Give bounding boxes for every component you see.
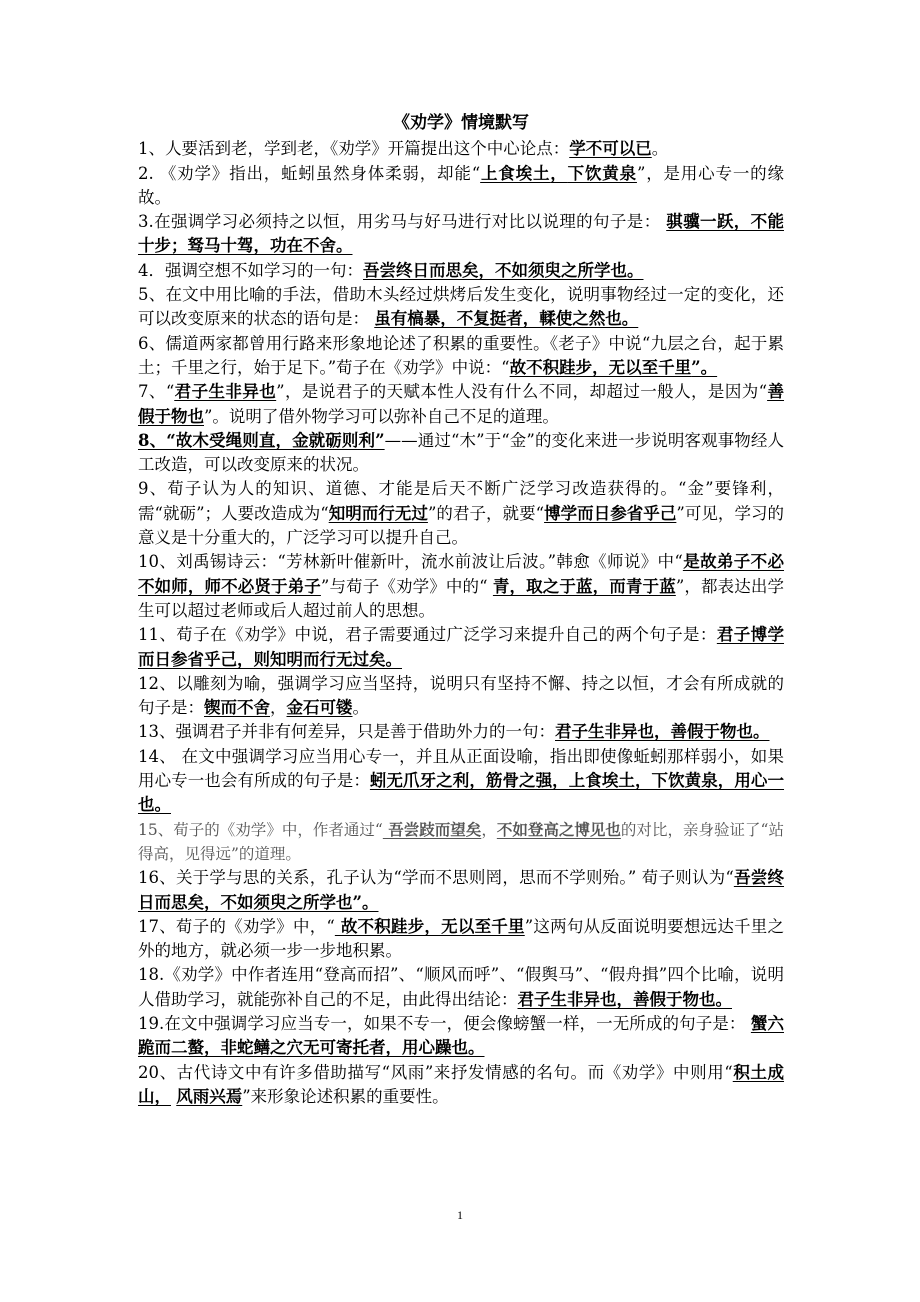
prompt-text: 的对比，亲身验证了“站得高，见得远”的道理。: [138, 820, 784, 863]
question-item: [138, 137, 784, 161]
prompt-text: ”来形象论述积累的重要性。: [242, 1086, 449, 1106]
question-item: [138, 259, 784, 283]
question-item: [138, 550, 784, 623]
answer-text: 吾尝终日而思矣，不如须臾之所学也: [138, 868, 785, 912]
prompt-text: 13、强调君子并非有何差异，只是善于借助外力的一句：: [138, 722, 555, 742]
answer-text: ”。: [352, 892, 379, 912]
question-item: [138, 429, 784, 478]
answer-text: 故不积跬步，无以至千里: [509, 357, 692, 377]
question-item: [138, 1012, 784, 1061]
question-item: [138, 915, 784, 964]
question-item: [138, 380, 784, 429]
answer-text: 不如登高之博见也: [496, 819, 621, 839]
answer-text: 君子生非异也: [174, 382, 277, 402]
question-item: [138, 477, 784, 550]
question-item: [138, 963, 784, 1012]
document-page: [138, 111, 784, 1109]
prompt-text: ”，是用心专一的缘故。: [138, 163, 784, 207]
prompt-text: 5、在文中用比喻的手法，借助木头经过烘烤后发生变化，说明事物经过一定的变化，还可以改变原来的状态的语句是：: [138, 285, 784, 329]
answer-text: 积土成山，: [138, 1062, 785, 1106]
question-item: [138, 1061, 784, 1110]
question-list: [138, 137, 784, 1109]
answer-text: 锲而不舍: [204, 698, 270, 718]
answer-text: 是故弟子不必不如师，师不必贤于弟子: [138, 552, 785, 596]
answer-text: 8、“故木受绳则直，金就砺则利”: [138, 430, 385, 450]
prompt-text: 3.在强调学习必须持之以恒，用劣马与好马进行对比以说理的句子是：: [138, 212, 667, 232]
question-item: [138, 210, 784, 259]
prompt-text: ——通过“木”于“金”的变化来进一步说明客观事物经人工改造，可以改变原来的状况。: [138, 430, 784, 475]
prompt-text: 10、刘禹锡诗云：“芳林新叶催新叶，流水前波让后波。”韩愈《师说》中“: [138, 552, 683, 572]
page-number: 1: [457, 1208, 463, 1222]
answer-text: 金石可镂: [286, 698, 353, 718]
answer-text: 君子博学而日参省乎己，则知明而行无过矣。: [138, 625, 785, 669]
answer-text: 吾尝跂而望矣: [382, 819, 482, 839]
prompt-text: 。: [651, 139, 669, 159]
prompt-text: 15、荀子的《劝学》中，作者通过“: [138, 820, 383, 839]
answer-text: 虽有槁暴，不复挺者，輮使之然也。: [374, 309, 639, 329]
prompt-text: 。: [352, 698, 369, 718]
answer-text: 学不可以已: [569, 139, 652, 159]
prompt-text: 1、人要活到老，学到老，《劝学》开篇提出这个中心论点：: [138, 139, 570, 159]
page-title: 《劝学》情境默写: [393, 113, 529, 133]
question-item: [138, 283, 784, 332]
prompt-text: 14、 在文中强调学习应当用心专一，并且从正面设喻，指出即使像蚯蚓那样弱小，如果用心专一也会有所成的句子是：: [138, 746, 784, 791]
prompt-text: 16、关于学与思的关系，孔子认为“学而不思则罔，思而不学则殆。” 荀子则认为“: [138, 868, 734, 888]
prompt-text: ”可见，学习的意义是十分重大的，广泛学习可以提升自己。: [138, 503, 785, 548]
prompt-text: ，: [481, 820, 497, 839]
prompt-text: 9、荀子认为人的知识、道德、才能是后天不断广泛学习改造获得的。“金”要锋利，需“就砺”；人要改造成为“: [138, 479, 784, 523]
answer-text: 故不积跬步，无以至千里: [334, 916, 525, 936]
question-item: [138, 745, 784, 818]
prompt-text: ，: [270, 698, 287, 718]
answer-text: ”。: [691, 357, 718, 377]
answer-text: 蟹六跪而二螯，非蛇鳝之穴无可寄托者，用心躁也。: [138, 1013, 784, 1058]
prompt-text: 20、古代诗文中有许多借助描写“风雨”来抒发情感的名句。而《劝学》中则用“: [138, 1062, 733, 1082]
prompt-text: 2. 《劝学》指出，蚯蚓虽然身体柔弱，却能“: [138, 163, 481, 183]
answer-text: 君子生非异也，善假于物也。: [517, 989, 732, 1009]
question-item: [138, 866, 784, 915]
answer-text: 上食埃土: [480, 163, 551, 183]
prompt-text: ”与荀子《劝学》中的“: [320, 576, 493, 596]
prompt-text: 11、荀子在《劝学》中说，君子需要通过广泛学习来提升自己的两个句子是：: [138, 625, 717, 645]
prompt-text: 18.《劝学》中作者连用“登高而招”、“顺风而呼”、“假舆马”、“假舟揖”四个比喻，说明人借助学习，就能弥补自己的不足，由此得出结论：: [138, 965, 784, 1009]
prompt-text: 4．强调空想不如学习的一句：: [138, 260, 363, 280]
answer-text: 蚓无爪牙之利，筋骨之强，上食埃土，下饮黄泉，用心一也。: [138, 771, 785, 815]
answer-text: 博学而日参省乎己: [544, 503, 677, 523]
answer-text: 下饮黄泉: [567, 163, 637, 183]
question-item: [138, 332, 784, 381]
answer-text: 吾尝终日而思矣，不如须臾之所学也。: [363, 260, 644, 280]
prompt-text: ”，都表达出学生可以超过老师或后人超过前人的思想。: [138, 576, 785, 620]
answer-text: 骐骥一跃，不能十步；驽马十驾，功在不舍。: [138, 212, 784, 256]
answer-text: 青，取之于蓝，而青于蓝: [492, 576, 676, 596]
answer-text: 风雨兴焉: [176, 1086, 243, 1106]
question-item: [138, 818, 784, 867]
prompt-text: 17、荀子的《劝学》中，“: [138, 916, 335, 936]
prompt-text: ”这两句从反面说明要想远达千里之外的地方，就必须一步一步地积累。: [138, 916, 784, 961]
prompt-text: ”。说明了借外物学习可以弥补自己不足的道理。: [204, 406, 559, 426]
prompt-text: 12、以雕刻为喻，强调学习应当坚持，说明只有坚持不懈、持之以恒，才会有所成就的句子是：: [138, 673, 784, 718]
answer-text: 知明而行无过: [328, 503, 428, 523]
prompt-text: 19.在文中强调学习应当专一，如果不专一，便会像螃蟹一样，一无所成的句子是：: [138, 1013, 751, 1033]
question-item: [138, 720, 784, 744]
answer-text: 君子生非异也，善假于物也。: [555, 722, 770, 742]
question-item: [138, 623, 784, 672]
question-item: [138, 672, 784, 721]
answer-text: ，: [550, 163, 568, 183]
prompt-text: 6、儒道两家都曾用行路来形象地论述了积累的重要性。《老子》中说“九层之台，起于累土；千里之行，始于足下。”荀子在《劝学》中说：“: [138, 333, 784, 377]
prompt-text: 7、“: [138, 382, 175, 402]
question-item: [138, 162, 784, 211]
answer-text: 善假于物也: [138, 382, 785, 426]
prompt-text: ”，是说君子的天赋本性人没有什么不同，却超过一般人，是因为“: [276, 382, 768, 402]
prompt-text: ”的君子，就要“: [427, 503, 545, 523]
